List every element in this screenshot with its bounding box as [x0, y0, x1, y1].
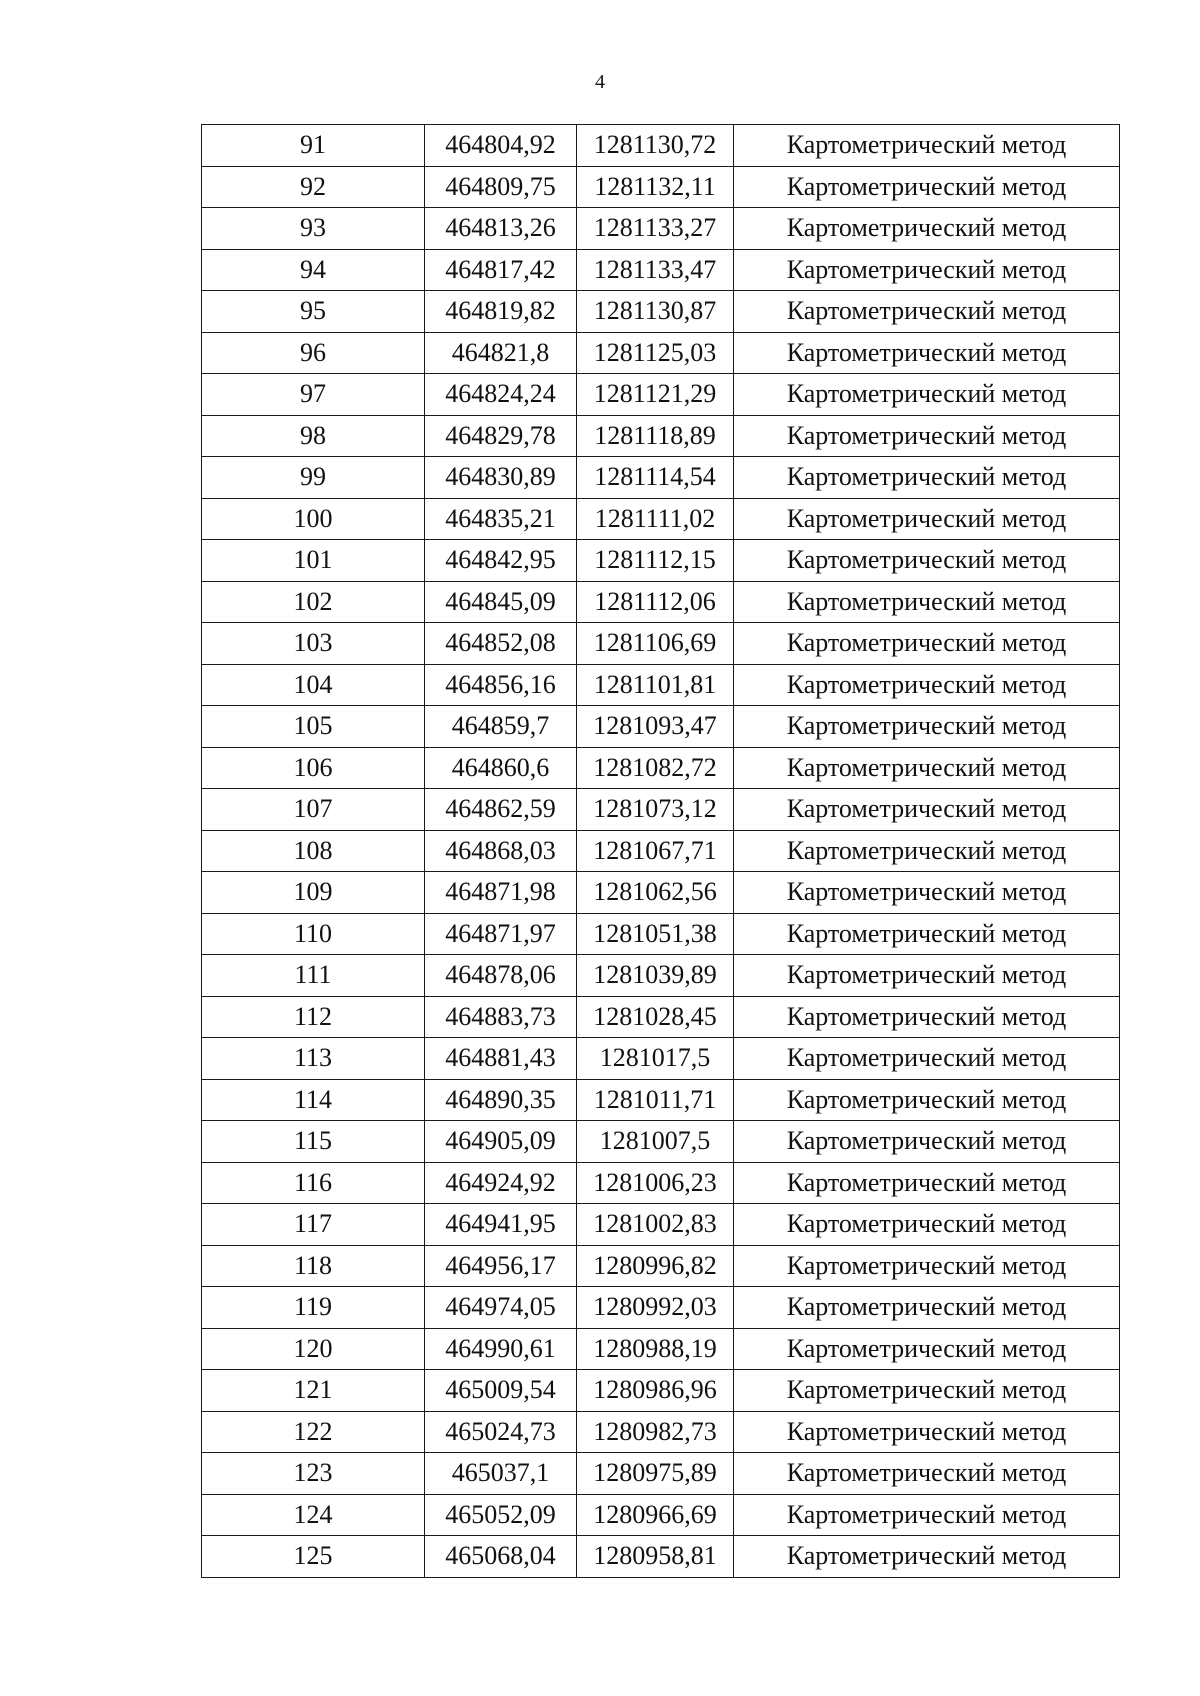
x-coordinate-cell: 464817,42	[425, 249, 577, 291]
table-row	[202, 706, 1120, 748]
point-number-cell: 98	[202, 415, 425, 457]
table-row	[202, 1411, 1120, 1453]
point-number-cell: 99	[202, 457, 425, 499]
y-coordinate-cell: 1280992,03	[577, 1287, 734, 1329]
table-row	[202, 332, 1120, 374]
y-coordinate-cell: 1280986,96	[577, 1370, 734, 1412]
point-number-cell: 91	[202, 125, 425, 167]
method-cell: Картометрический метод	[734, 457, 1120, 499]
x-coordinate-cell: 464804,92	[425, 125, 577, 167]
method-cell: Картометрический метод	[734, 1494, 1120, 1536]
x-coordinate-cell: 464809,75	[425, 166, 577, 208]
method-cell: Картометрический метод	[734, 540, 1120, 582]
method-cell: Картометрический метод	[734, 623, 1120, 665]
table-row	[202, 1204, 1120, 1246]
x-coordinate-cell: 464819,82	[425, 291, 577, 333]
table-row	[202, 374, 1120, 416]
table-row	[202, 291, 1120, 333]
method-cell: Картометрический метод	[734, 664, 1120, 706]
point-number-cell: 112	[202, 996, 425, 1038]
point-number-cell: 101	[202, 540, 425, 582]
point-number-cell: 105	[202, 706, 425, 748]
y-coordinate-cell: 1280988,19	[577, 1328, 734, 1370]
y-coordinate-cell: 1280966,69	[577, 1494, 734, 1536]
page-number: 4	[595, 71, 605, 93]
method-cell: Картометрический метод	[734, 996, 1120, 1038]
point-number-cell: 102	[202, 581, 425, 623]
table-row	[202, 1038, 1120, 1080]
y-coordinate-cell: 1281130,72	[577, 125, 734, 167]
table-row	[202, 415, 1120, 457]
x-coordinate-cell: 464821,8	[425, 332, 577, 374]
x-coordinate-cell: 464871,98	[425, 872, 577, 914]
method-cell: Картометрический метод	[734, 1204, 1120, 1246]
point-number-cell: 110	[202, 913, 425, 955]
x-coordinate-cell: 465052,09	[425, 1494, 577, 1536]
y-coordinate-cell: 1281118,89	[577, 415, 734, 457]
point-number-cell: 103	[202, 623, 425, 665]
point-number-cell: 114	[202, 1079, 425, 1121]
y-coordinate-cell: 1281017,5	[577, 1038, 734, 1080]
table-row	[202, 125, 1120, 167]
method-cell: Картометрический метод	[734, 706, 1120, 748]
x-coordinate-cell: 465024,73	[425, 1411, 577, 1453]
point-number-cell: 122	[202, 1411, 425, 1453]
x-coordinate-cell: 464890,35	[425, 1079, 577, 1121]
point-number-cell: 109	[202, 872, 425, 914]
method-cell: Картометрический метод	[734, 374, 1120, 416]
x-coordinate-cell: 464856,16	[425, 664, 577, 706]
y-coordinate-cell: 1280982,73	[577, 1411, 734, 1453]
point-number-cell: 107	[202, 789, 425, 831]
y-coordinate-cell: 1280996,82	[577, 1245, 734, 1287]
y-coordinate-cell: 1281133,47	[577, 249, 734, 291]
table-row	[202, 1079, 1120, 1121]
x-coordinate-cell: 464941,95	[425, 1204, 577, 1246]
x-coordinate-cell: 464830,89	[425, 457, 577, 499]
table-row	[202, 540, 1120, 582]
method-cell: Картометрический метод	[734, 1245, 1120, 1287]
method-cell: Картометрический метод	[734, 913, 1120, 955]
point-number-cell: 124	[202, 1494, 425, 1536]
method-cell: Картометрический метод	[734, 415, 1120, 457]
y-coordinate-cell: 1281006,23	[577, 1162, 734, 1204]
table-row	[202, 1162, 1120, 1204]
x-coordinate-cell: 464859,7	[425, 706, 577, 748]
x-coordinate-cell: 464881,43	[425, 1038, 577, 1080]
point-number-cell: 119	[202, 1287, 425, 1329]
y-coordinate-cell: 1281106,69	[577, 623, 734, 665]
table-row	[202, 166, 1120, 208]
point-number-cell: 106	[202, 747, 425, 789]
method-cell: Картометрический метод	[734, 1038, 1120, 1080]
y-coordinate-cell: 1281132,11	[577, 166, 734, 208]
point-number-cell: 121	[202, 1370, 425, 1412]
y-coordinate-cell: 1281082,72	[577, 747, 734, 789]
y-coordinate-cell: 1280975,89	[577, 1453, 734, 1495]
method-cell: Картометрический метод	[734, 1287, 1120, 1329]
point-number-cell: 97	[202, 374, 425, 416]
table-row	[202, 1121, 1120, 1163]
x-coordinate-cell: 464868,03	[425, 830, 577, 872]
method-cell: Картометрический метод	[734, 208, 1120, 250]
y-coordinate-cell: 1281028,45	[577, 996, 734, 1038]
table-row	[202, 913, 1120, 955]
method-cell: Картометрический метод	[734, 291, 1120, 333]
table-row	[202, 498, 1120, 540]
y-coordinate-cell: 1281125,03	[577, 332, 734, 374]
method-cell: Картометрический метод	[734, 1453, 1120, 1495]
table-row	[202, 1494, 1120, 1536]
y-coordinate-cell: 1281039,89	[577, 955, 734, 997]
table-row	[202, 1536, 1120, 1578]
method-cell: Картометрический метод	[734, 581, 1120, 623]
y-coordinate-cell: 1281007,5	[577, 1121, 734, 1163]
point-number-cell: 125	[202, 1536, 425, 1578]
table-row	[202, 1328, 1120, 1370]
method-cell: Картометрический метод	[734, 1328, 1120, 1370]
table-row	[202, 664, 1120, 706]
x-coordinate-cell: 464871,97	[425, 913, 577, 955]
table-row	[202, 208, 1120, 250]
y-coordinate-cell: 1281114,54	[577, 457, 734, 499]
table-row	[202, 1370, 1120, 1412]
method-cell: Картометрический метод	[734, 1370, 1120, 1412]
y-coordinate-cell: 1281067,71	[577, 830, 734, 872]
method-cell: Картометрический метод	[734, 1079, 1120, 1121]
coordinates-table-body	[202, 125, 1120, 1578]
point-number-cell: 116	[202, 1162, 425, 1204]
table-row	[202, 955, 1120, 997]
method-cell: Картометрический метод	[734, 789, 1120, 831]
x-coordinate-cell: 464862,59	[425, 789, 577, 831]
table-row	[202, 581, 1120, 623]
point-number-cell: 104	[202, 664, 425, 706]
method-cell: Картометрический метод	[734, 332, 1120, 374]
y-coordinate-cell: 1281062,56	[577, 872, 734, 914]
x-coordinate-cell: 464824,24	[425, 374, 577, 416]
method-cell: Картометрический метод	[734, 249, 1120, 291]
y-coordinate-cell: 1281121,29	[577, 374, 734, 416]
x-coordinate-cell: 464845,09	[425, 581, 577, 623]
table-row	[202, 1245, 1120, 1287]
point-number-cell: 115	[202, 1121, 425, 1163]
y-coordinate-cell: 1281112,06	[577, 581, 734, 623]
table-row	[202, 747, 1120, 789]
point-number-cell: 118	[202, 1245, 425, 1287]
method-cell: Картометрический метод	[734, 1536, 1120, 1578]
y-coordinate-cell: 1281073,12	[577, 789, 734, 831]
y-coordinate-cell: 1281133,27	[577, 208, 734, 250]
x-coordinate-cell: 465037,1	[425, 1453, 577, 1495]
method-cell: Картометрический метод	[734, 125, 1120, 167]
point-number-cell: 92	[202, 166, 425, 208]
table-row	[202, 1287, 1120, 1329]
x-coordinate-cell: 464990,61	[425, 1328, 577, 1370]
table-row	[202, 1453, 1120, 1495]
method-cell: Картометрический метод	[734, 830, 1120, 872]
y-coordinate-cell: 1281101,81	[577, 664, 734, 706]
method-cell: Картометрический метод	[734, 1121, 1120, 1163]
y-coordinate-cell: 1281093,47	[577, 706, 734, 748]
method-cell: Картометрический метод	[734, 955, 1120, 997]
table-row	[202, 996, 1120, 1038]
table-row	[202, 623, 1120, 665]
y-coordinate-cell: 1281051,38	[577, 913, 734, 955]
method-cell: Картометрический метод	[734, 872, 1120, 914]
x-coordinate-cell: 464835,21	[425, 498, 577, 540]
y-coordinate-cell: 1281002,83	[577, 1204, 734, 1246]
x-coordinate-cell: 464878,06	[425, 955, 577, 997]
y-coordinate-cell: 1281130,87	[577, 291, 734, 333]
point-number-cell: 95	[202, 291, 425, 333]
table-row	[202, 457, 1120, 499]
x-coordinate-cell: 464813,26	[425, 208, 577, 250]
method-cell: Картометрический метод	[734, 1411, 1120, 1453]
table-row	[202, 249, 1120, 291]
x-coordinate-cell: 464974,05	[425, 1287, 577, 1329]
point-number-cell: 96	[202, 332, 425, 374]
x-coordinate-cell: 465068,04	[425, 1536, 577, 1578]
point-number-cell: 100	[202, 498, 425, 540]
point-number-cell: 113	[202, 1038, 425, 1080]
point-number-cell: 117	[202, 1204, 425, 1246]
method-cell: Картометрический метод	[734, 166, 1120, 208]
x-coordinate-cell: 464924,92	[425, 1162, 577, 1204]
table-row	[202, 872, 1120, 914]
x-coordinate-cell: 464842,95	[425, 540, 577, 582]
point-number-cell: 94	[202, 249, 425, 291]
point-number-cell: 111	[202, 955, 425, 997]
method-cell: Картометрический метод	[734, 1162, 1120, 1204]
x-coordinate-cell: 464852,08	[425, 623, 577, 665]
coordinates-table	[201, 124, 1120, 1578]
x-coordinate-cell: 464956,17	[425, 1245, 577, 1287]
y-coordinate-cell: 1281011,71	[577, 1079, 734, 1121]
y-coordinate-cell: 1281112,15	[577, 540, 734, 582]
y-coordinate-cell: 1280958,81	[577, 1536, 734, 1578]
table-row	[202, 789, 1120, 831]
x-coordinate-cell: 464883,73	[425, 996, 577, 1038]
method-cell: Картометрический метод	[734, 747, 1120, 789]
point-number-cell: 123	[202, 1453, 425, 1495]
method-cell: Картометрический метод	[734, 498, 1120, 540]
point-number-cell: 108	[202, 830, 425, 872]
y-coordinate-cell: 1281111,02	[577, 498, 734, 540]
x-coordinate-cell: 464860,6	[425, 747, 577, 789]
x-coordinate-cell: 464829,78	[425, 415, 577, 457]
x-coordinate-cell: 465009,54	[425, 1370, 577, 1412]
x-coordinate-cell: 464905,09	[425, 1121, 577, 1163]
point-number-cell: 120	[202, 1328, 425, 1370]
table-row	[202, 830, 1120, 872]
point-number-cell: 93	[202, 208, 425, 250]
